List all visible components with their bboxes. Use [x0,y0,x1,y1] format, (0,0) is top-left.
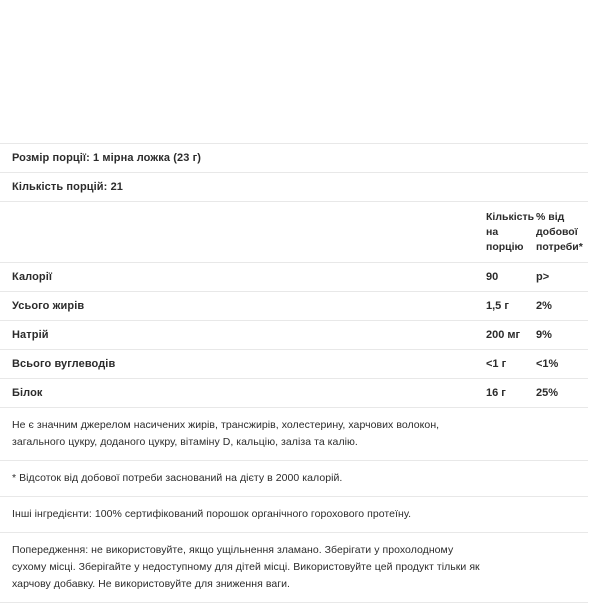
nutrient-amount: 200 мг [486,329,521,342]
nutrient-daily-value: 2% [536,300,552,313]
table-row [0,379,588,407]
column-header-amount-per-serving: Кількість на порцію [486,210,535,254]
table-row [0,292,588,320]
table-header-row [0,202,588,263]
servings-per-container-text: Кількість порцій: 21 [12,180,124,193]
nutrient-amount: 16 г [486,386,506,399]
table-row [0,321,588,349]
nutrient-name: Усього жирів [12,300,85,313]
nutrient-daily-value: <1% [536,357,559,370]
column-header-percent-daily-value: % від добової потреби* [536,210,583,254]
nutrient-amount: <1 г [486,357,507,370]
nutrient-name: Всього вуглеводів [12,357,116,370]
nutrient-name: Білок [12,386,43,399]
daily-value-footnote: * Відсоток від добової потреби заснований на дієту в 2000 калорій. [12,471,343,484]
nutrient-name: Калорії [12,271,53,284]
nutrient-daily-value: 9% [536,329,552,342]
nutrient-daily-value: p> [536,271,550,284]
not-significant-source-note: Не є значним джерелом насичених жирів, трансжирів, холестерину, харчових волокон, загального цукру, доданого цукру, вітаміну D, кальцію, заліза та калію. [12,418,440,448]
serving-size-text: Розмір порції: 1 мірна ложка (23 г) [12,152,202,164]
nutrient-daily-value: 25% [536,386,559,399]
table-row [0,263,588,291]
nutrition-facts-panel [0,143,588,603]
nutrient-amount: 1,5 г [486,300,509,313]
other-ingredients-note: Інші інгредієнти: 100% сертифікований порошок органічного горохового протеїну. [12,507,412,520]
divider [0,602,588,603]
warning-note: Попередження: не використовуйте, якщо ущільнення зламано. Зберігати у прохолодному сухому місці. Зберігайте у недоступному для дітей місці. Використовуйте цей продукт тільки як харчову добавку. Не використовуйте для зниження ваги. [12,543,480,590]
nutrient-name: Натрій [12,329,49,342]
nutrient-amount: 90 [486,271,499,284]
table-row [0,350,588,378]
